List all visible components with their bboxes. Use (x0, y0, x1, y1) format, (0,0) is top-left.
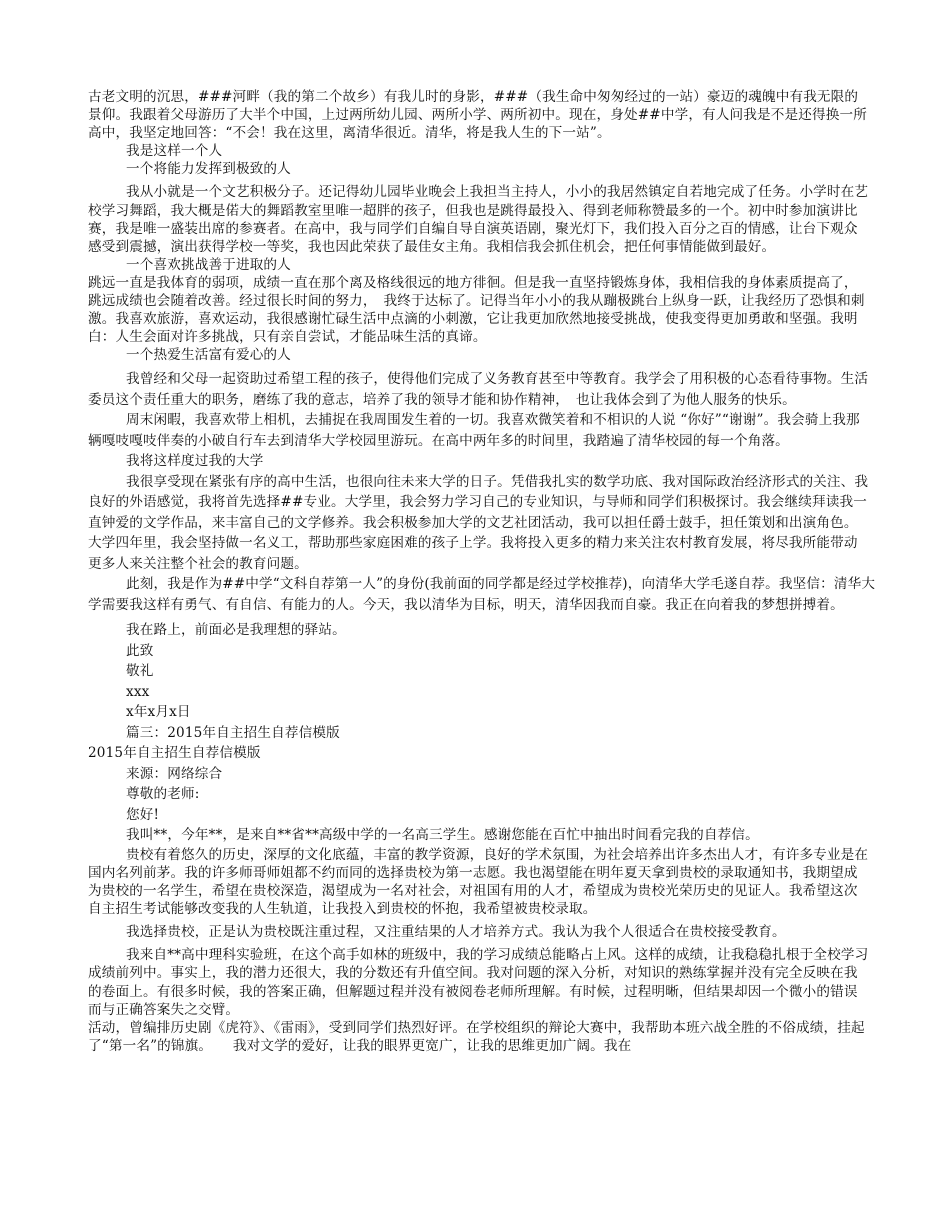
closing-jing-li: 敬礼 (126, 663, 154, 680)
paragraph-charity: 我曾经和父母一起资助过希望工程的孩子，使得他们完成了义务教育甚至中等教育。我学会了用积极的心态看待事物。生活委员这个责任重大的职务，磨练了我的意志，培养了我的领导才能和协作精神， 也让我体会到了为他人服务的快乐。 (88, 371, 869, 408)
paragraph-weekend: 周末闲暇，我喜欢带上相机，去捕捉在我周围发生着的一切。我喜欢微笑着和不相识的人说 “你好”“谢谢”。我会骑上我那辆嘎吱嘎吱伴奏的小破自行车去到清华大学校园里游玩。在高中两年多的时间里，我踏遍了清华校园的每一个角落。 (88, 412, 860, 449)
closing-ci-zhi: 此致 (126, 642, 154, 659)
document-title: 2015年自主招生自荐信模版 (88, 745, 261, 762)
paragraph-long-jump: 跳远一直是我体育的弱项，成绩一直在那个离及格线很远的地方徘徊。但是我一直坚持锻炼身体，我相信我的身体素质提高了，跳远成绩也会随着改善。经过很长时间的努力， 我终于达标了。记得当年小小的我从蹦极跳台上纵身一跃，让我经历了恐惧和刺激。我喜欢旅游，喜欢运动，我很感谢忙碌生活中点滴的小刺激，它让我更加欣然地接受挑战，使我变得更加勇敢和坚强。我明白：人生会面对许多挑战，只有亲自尝试，才能品味生活的真谛。 (88, 274, 865, 346)
heading-who-i-am: 我是这样一个人 (126, 143, 223, 160)
salutation: 尊敬的老师: (126, 786, 200, 803)
paragraph-intro: 古老文明的沉思，###河畔（我的第二个故乡）有我儿时的身影，###（我生命中匆匆经过的一站）豪迈的魂魄中有我无限的景仰。我跟着父母游历了大半个中国，上过两所幼儿园、两所小学、两所初中。现在，身处##中学，有人问我是不是还得换一所高中，我坚定地回答：“不会！我在这里，离清华很近。清华，将是我人生的下一站”。 (88, 89, 867, 142)
heading-university-plan: 我将这样度过我的大学 (126, 453, 264, 470)
paragraph-arts: 我从小就是一个文艺积极分子。还记得幼儿园毕业晚会上我担当主持人，小小的我居然镇定自若地完成了任务。小学时在艺校学习舞蹈，我大概是偌大的舞蹈教室里唯一超胖的孩子，但我也是跳得最投入、得到老师称赞最多的一个。初中时参加演讲比赛，我是唯一盛装出席的参赛者。在高中，我与同学们自编自导自演英语剧，聚光灯下，我们投入百分之百的情感，让台下观众感受到震撼，演出获得学校一等奖，我也因此荣获了最佳女主角。我相信我会抓住机会，把任何事情能做到最好。 (88, 184, 869, 255)
paragraph-university: 我很享受现在紧张有序的高中生活，也很向往未来大学的日子。凭借我扎实的数学功底、我对国际政治经济形式的关注、我良好的外语感觉，我将首先选择##专业。大学里，我会努力学习自己的专业知识，与导师和同学们积极探讨。我会继续拜读我一直钟爱的文学作品，来丰富自己的文学修养。我会积极参加大学的文艺社团活动，我可以担任爵士鼓手，担任策划和出演角色。大学四年里，我会坚持做一名义工，帮助那些家庭困难的孩子上学。我将投入更多的精力来关注农村教育发展，将尽我所能带动更多人来关注整个社会的教育问题。 (88, 473, 869, 572)
paragraph-on-the-road: 我在路上，前面必是我理想的驿站。 (126, 622, 346, 639)
subheading-love-life: 一个热爱生活富有爱心的人 (126, 347, 291, 364)
paragraph-self-recommend: 此刻，我是作为##中学“文科自荐第一人”的身份(我前面的同学都是经过学校推荐)，向清华大学毛遂自荐。我坚信：清华大学需要我这样有勇气、有自信、有能力的人。今天，我以清华为目标，明天，清华因我而自豪。我正在向着我的梦想拼搏着。 (88, 576, 876, 613)
signature-date: x年x月x日 (126, 704, 191, 721)
paragraph-academics: 我来自**高中理科实验班，在这个高手如林的班级中，我的学习成绩总能略占上风。这样的成绩，让我稳稳扎根于全校学习成绩前列中。事实上，我的潜力还很大，我的分数还有升值空间。我对问题的深入分析，对知识的熟练掌握并没有完全反映在我的卷面上。有很多时候，我的答案正确，但解题过程并没有被阅卷老师所理解。有时候，过程明晰，但结果却因一个微小的错误而与正确答案失之交臂。 (88, 947, 869, 1018)
paragraph-activities: 活动，曾编排历史剧《虎符》、《雷雨》，受到同学们热烈好评。在学校组织的辩论大赛中，我帮助本班六战全胜的不俗成绩，挂起了“第一名”的锦旗。 我对文学的爱好，让我的眼界更宽广，让我的思维更加广阔。我在 (88, 1019, 865, 1054)
signature-name: xxx (126, 683, 150, 700)
section-title: 篇三：2015年自主招生自荐信模版 (126, 724, 340, 741)
source-line: 来源：网络综合 (126, 765, 223, 782)
paragraph-self-intro: 我叫**，今年**，是来自**省**高级中学的一名高三学生。感谢您能在百忙中抽出时间看完我的自荐信。 (126, 827, 759, 844)
subheading-ability: 一个将能力发挥到极致的人 (126, 161, 291, 178)
subheading-challenge: 一个喜欢挑战善于进取的人 (126, 256, 291, 273)
greeting: 您好! (126, 806, 160, 823)
paragraph-choice: 我选择贵校，正是认为贵校既注重过程，又注重结果的人才培养方式。我认为我个人很适合在贵校接受教育。 (126, 924, 786, 941)
document-page (88, 88, 876, 1055)
paragraph-school-history: 贵校有着悠久的历史，深厚的文化底蕴，丰富的教学资源，良好的学术氛围，为社会培养出许多杰出人才，有许多专业是在国内名列前茅。我的许多师哥师姐都不约而同的选择贵校为第一志愿。我也渴望能在明年夏天拿到贵校的录取通知书，我期望成为贵校的一名学生，希望在贵校深造，渴望成为一名对社会，对祖国有用的人才，希望成为贵校光荣历史的见证人。我希望这次自主招生考试能够改变我的人生轨道，让我投入到贵校的怀抱，我希望被贵校录取。 (88, 846, 869, 918)
